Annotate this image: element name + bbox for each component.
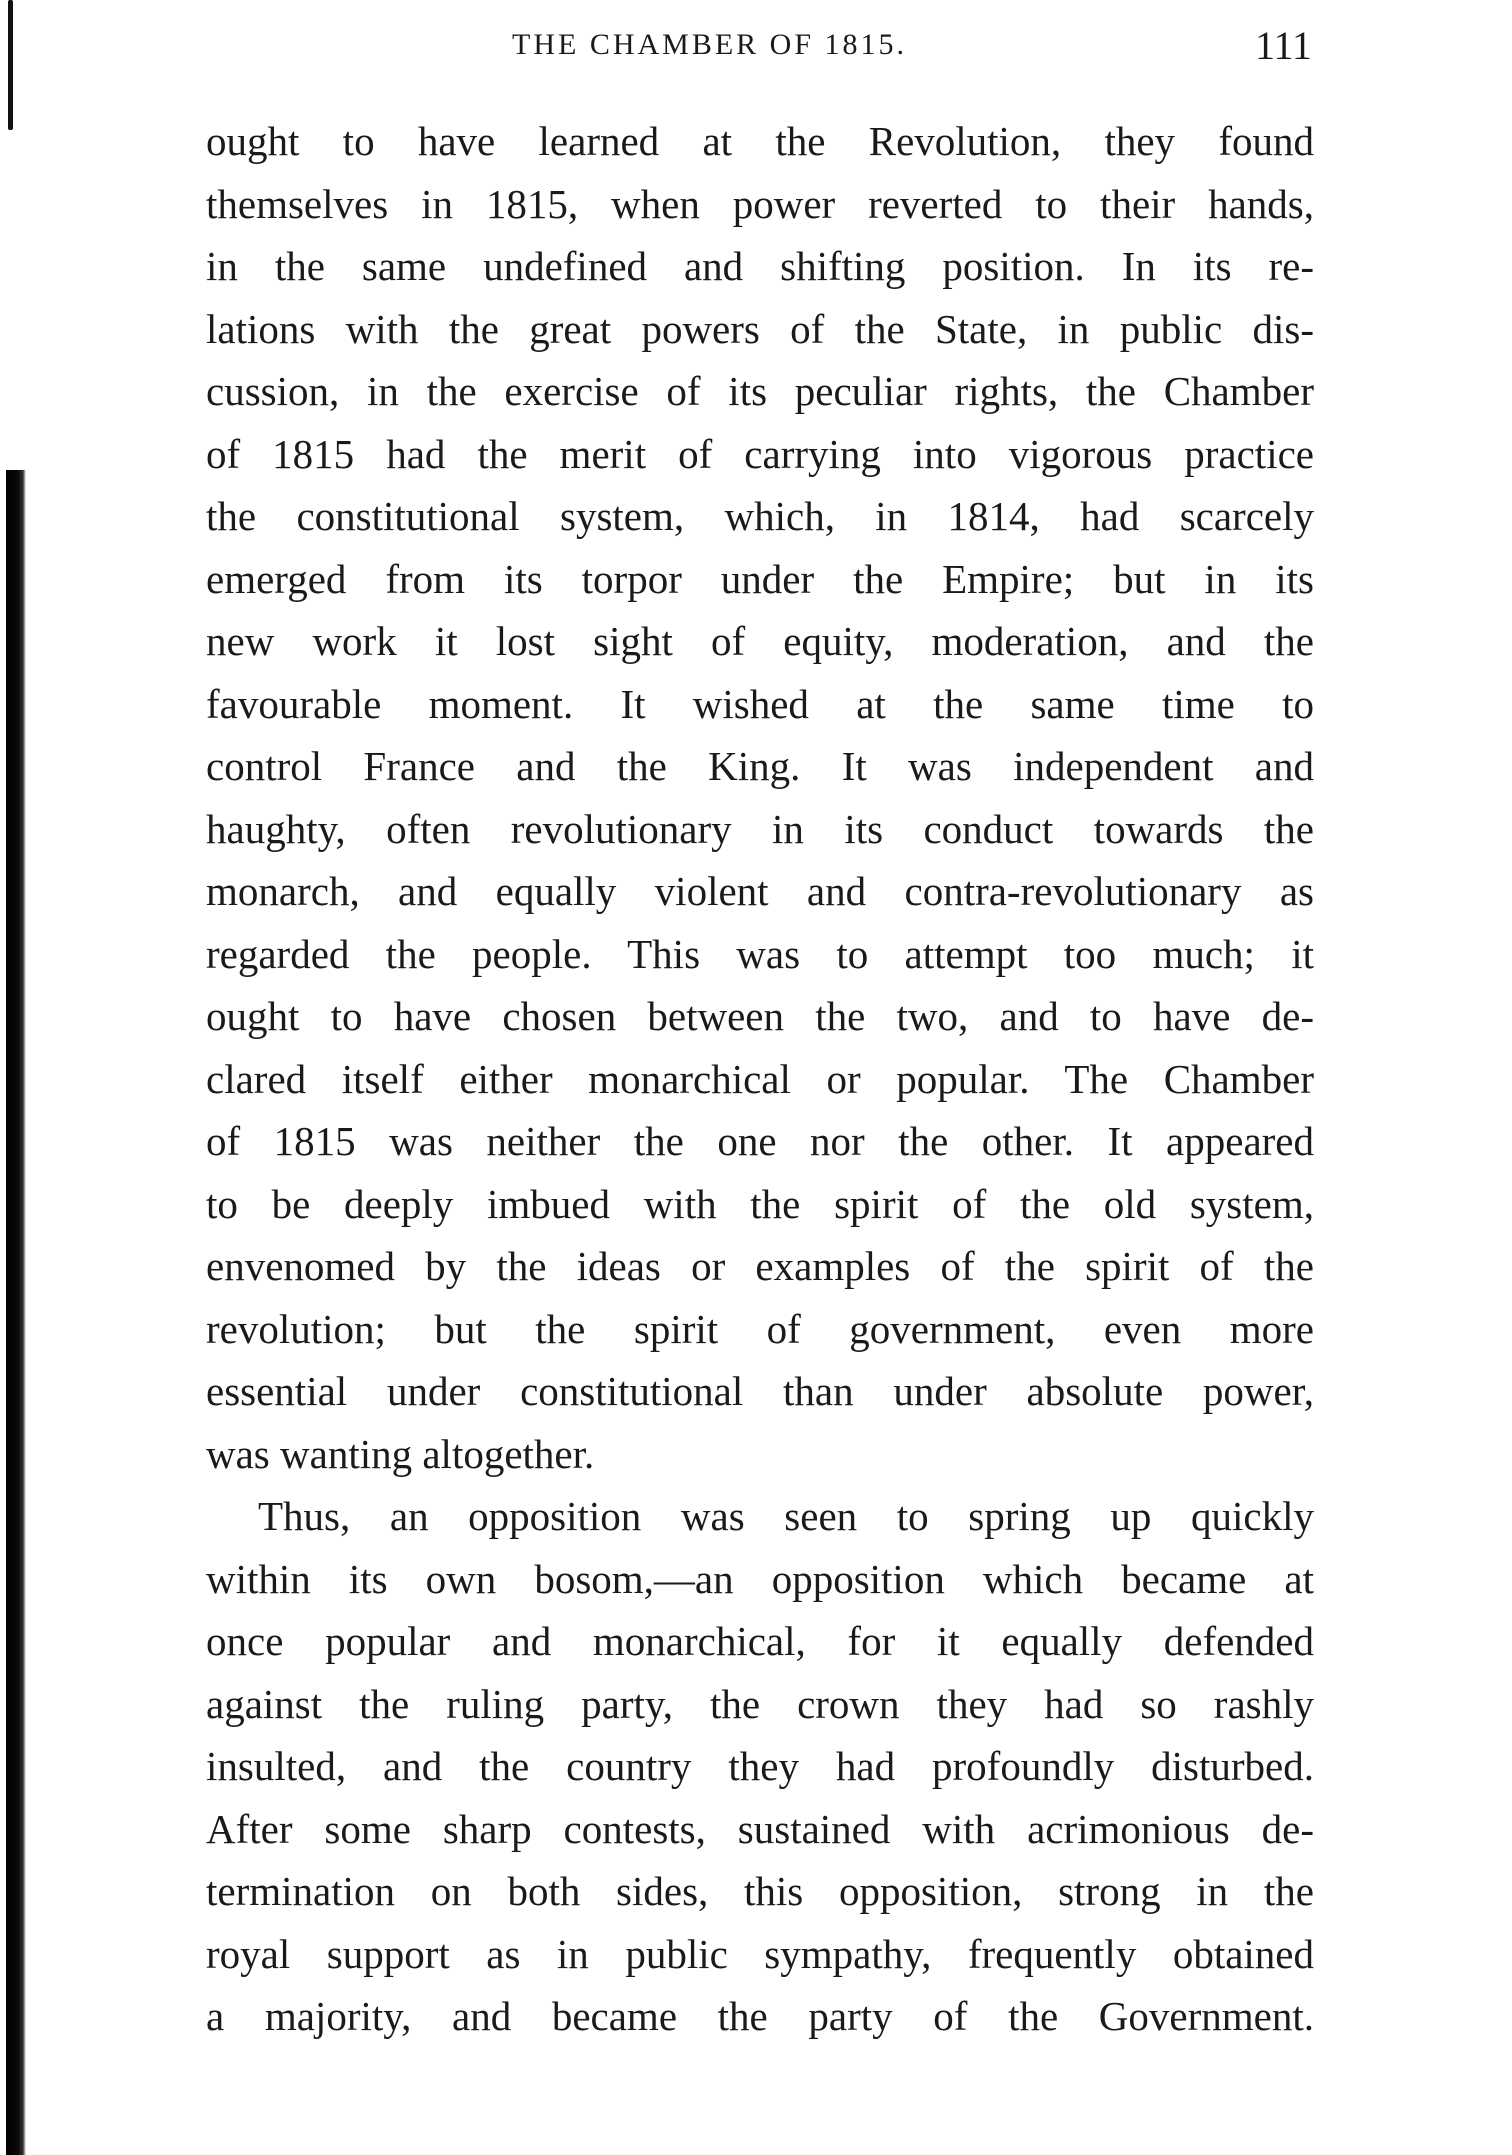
page-number: 111 (1254, 23, 1312, 68)
paragraph-last-line: was wanting altogether. (206, 1430, 595, 1477)
text-line: the constitutional system, which, in 1814, had scarcely (206, 493, 1314, 539)
text-line: essential under constitutional than under absolute power, (206, 1368, 1314, 1414)
text-line: termination on both sides, this opposition, strong in the (206, 1868, 1314, 1914)
text-line: cussion, in the exercise of its peculiar rights, the Chamber (206, 368, 1314, 414)
running-head (212, 22, 1312, 72)
text-line: against the ruling party, the crown they had so rashly (206, 1680, 1314, 1727)
body-text (206, 110, 1314, 2048)
text-line: ought to have chosen between the two, and to have de- (206, 993, 1314, 1039)
text-line: to be deeply imbued with the spirit of the old system, (206, 1180, 1314, 1227)
text-line: in the same undefined and shifting position. In its re- (206, 243, 1314, 289)
text-line: regarded the people. This was to attempt too much; it (206, 930, 1314, 977)
text-line: After some sharp contests, sustained with acrimonious de- (206, 1805, 1314, 1852)
text-line: once popular and monarchical, for it equally defended (206, 1618, 1314, 1664)
text-line: control France and the King. It was independent and (206, 743, 1314, 789)
text-line: a majority, and became the party of the Government. (206, 1993, 1314, 2039)
text-line: themselves in 1815, when power reverted to their hands, (206, 180, 1314, 227)
text-line: of 1815 was neither the one nor the other. It appeared (206, 1118, 1314, 1164)
text-line: clared itself either monarchical or popular. The Chamber (206, 1055, 1314, 1102)
text-line: insulted, and the country they had profoundly disturbed. (206, 1743, 1314, 1789)
text-line: monarch, and equally violent and contra-revolutionary as (206, 868, 1314, 914)
text-line: revolution; but the spirit of government, even more (206, 1305, 1314, 1352)
text-line: royal support as in public sympathy, frequently obtained (206, 1930, 1314, 1977)
text-line: within its own bosom,—an opposition which became at (206, 1555, 1314, 1602)
text-line: new work it lost sight of equity, moderation, and the (206, 618, 1314, 664)
text-line: lations with the great powers of the State, in public dis- (206, 305, 1314, 352)
text-line: haughty, often revolutionary in its conduct towards the (206, 805, 1314, 852)
text-line: of 1815 had the merit of carrying into vigorous practice (206, 430, 1314, 477)
binding-shadow (6, 470, 26, 2155)
binding-shadow-top (8, 0, 13, 130)
text-line: ought to have learned at the Revolution, they found (206, 118, 1314, 164)
running-title: THE CHAMBER OF 1815. (512, 28, 908, 61)
text-line: favourable moment. It wished at the same time to (206, 680, 1314, 727)
paragraph-first-line: Thus, an opposition was seen to spring up quickly (258, 1493, 1314, 1539)
text-line: envenomed by the ideas or examples of the spirit of the (206, 1243, 1314, 1289)
text-line: emerged from its torpor under the Empire; but in its (206, 555, 1314, 602)
